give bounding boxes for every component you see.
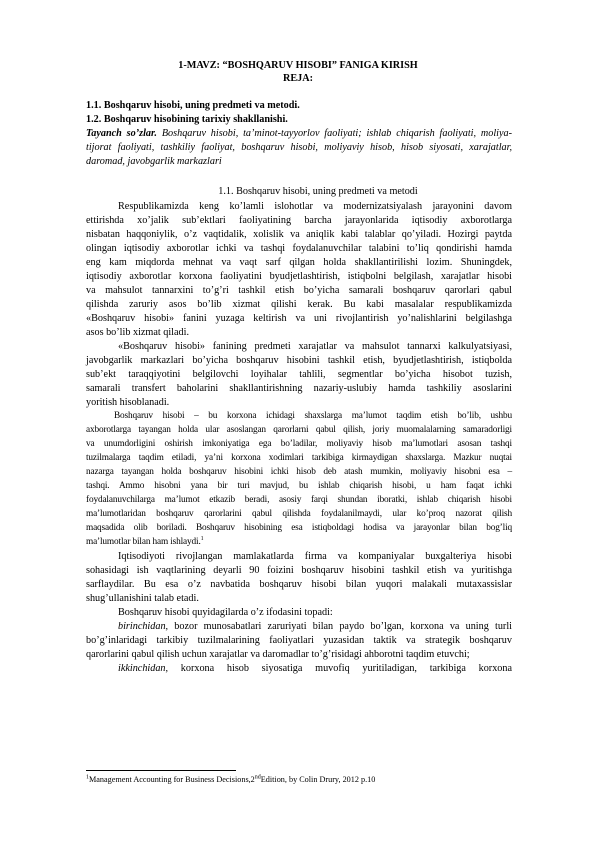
section-title: 1.1. Boshqaruv hisobi, uning predmeti va metodi bbox=[218, 186, 418, 197]
keywords-paragraph bbox=[86, 127, 512, 169]
paragraph-7 bbox=[86, 662, 512, 676]
paragraph-5: Boshqaruv hisobi quyidagilarda o’z ifodasini topadi: bbox=[118, 607, 333, 618]
italic-lead: birinchidan, bbox=[118, 621, 169, 632]
paragraph-line: asos bo’lib xizmat qiladi. bbox=[86, 327, 189, 338]
paragraph-line: maqsadida olib boriladi. Boshqaruv hisobining esa istiqboldagi hodisa va jarayonlar bilan bog’liq bbox=[86, 523, 512, 533]
document-title: 1-MAVZ: “BOSHQARUV HISOBI” FANIGA KIRISH bbox=[178, 60, 418, 71]
paragraph-line: ma’lumotlaridan boshqaruv qarorlarini qabul qilishda foydalanilmaydi, ular ko’proq nazorat qilish bbox=[86, 509, 512, 519]
paragraph-line: bo’g’inlaridagi tarkibiy tuzilmalarining faoliyatlari yuzasidan taktik va strategik boshqaruv bbox=[86, 635, 512, 646]
paragraph-line: qilishda zaruriy asos bo’lib xizmat qilishi kerak. Bu kabi masalalar respublikamizda bbox=[86, 299, 512, 310]
paragraph-line-last bbox=[86, 536, 512, 550]
paragraph-line: qarorlarini qabul qilish uchun xarajatlar va daromadlar to’g’risidagi ahborotni taqdim etuvchi; bbox=[86, 649, 470, 660]
paragraph-line: va unumdorligini oshirish imkoniyatiga ega bo’ladilar, moliyaviy hisob ma’lumotlari asosan tashqi bbox=[86, 439, 512, 449]
paragraph-line-text: bozor munosabatlari zaruriyati bilan paydo bo’lgan, korxona va uning turli bbox=[168, 621, 512, 632]
paragraph-line: iqtisodiy axborotlar korxona faoliyatini byudjetlashtirish, istiqbolni belgilash, xarajatlar hisobi bbox=[86, 271, 512, 282]
paragraph-line: samarali transfert baholarini shakllantirishning nazariy-uslubiy hamda tashkiliy asoslarini bbox=[86, 383, 512, 394]
plan-item-1: 1.1. Boshqaruv hisobi, uning predmeti va metodi. bbox=[86, 100, 300, 111]
paragraph-line: yoritish hisoblanadi. bbox=[86, 397, 170, 408]
paragraph-line: javobgarlik markazlari bo’yicha boshqaruv hisobini tashkil etish, byudjetlashtirish, istiqbolda bbox=[86, 355, 512, 366]
paragraph-line: Respublikamizda keng ko’lamli islohotlar va modernizatsiyalash jarayonini davom bbox=[118, 201, 512, 212]
paragraph-line: Boshqaruv hisobi – bu korxona ichidagi shaxslarga ma’lumot taqdim etish bo’lib, ushbu bbox=[114, 411, 512, 421]
paragraph-line bbox=[86, 620, 512, 634]
footnote bbox=[86, 775, 375, 785]
footnote-mark: 1 bbox=[86, 774, 89, 781]
plan-item-2: 1.2. Boshqaruv hisobining tarixiy shakllanishi. bbox=[86, 114, 288, 125]
paragraph-line: sohasidagi ish vaqtlarining deyarli 90 foizini boshqaruv hisobini tashkil etish va yuritishga bbox=[86, 565, 512, 576]
paragraph-line: sarflaydilar. Bu esa o’z navbatida boshqaruv hisobi bilan yuqori malakali mutaxassislar bbox=[86, 579, 512, 590]
footnote-superscript: nd bbox=[254, 774, 261, 781]
paragraph-line: nazarga tayangan holda boshqaruv hisobini ichki hisob deb atash mumkin, moliyaviy hisobni esa – bbox=[86, 467, 512, 477]
italic-lead: ikkinchidan, bbox=[118, 663, 169, 674]
footnote-text-after: Edition, by Colin Drury, 2012 p.10 bbox=[260, 775, 376, 784]
footnote-divider bbox=[86, 770, 236, 771]
footnote-reference[interactable]: 1 bbox=[200, 535, 204, 542]
paragraph-line: ettirishda xo’jalik sub’ektlari faoliyatining barcha jarayonlarida iqtisodiy axborotlarga bbox=[86, 215, 512, 226]
paragraph-line: «Boshqaruv hisobi» fanini yuzaga keltirish va uni rivojlantirish yo’nalishlarini belgilashga bbox=[86, 313, 512, 324]
paragraph-line-text: korxona hisob siyosatiga muvofiq yuritiladigan, tarkibiga korxona bbox=[168, 663, 512, 674]
paragraph-line: sub’ekt taraqqiyotini belgilovchi loyihalar tahlili, segmentlar bo’yicha hisobot tuzish, bbox=[86, 369, 512, 380]
paragraph-line: tashqi. Ammo hisobni yana bir turi mavjud, bu ishlab chiqarish hisobi, u ham faqat ichki bbox=[86, 481, 512, 491]
keywords-label: Tayanch so’zlar. bbox=[86, 128, 157, 139]
paragraph-line: va mahsulot tannarxini to’g’ri tashkil etish bo’yicha samarali boshqaruv qarorlari qabul bbox=[86, 285, 512, 296]
paragraph-line: shug’ullanishini talab etadi. bbox=[86, 593, 199, 604]
paragraph-line: nisbatan haqqoniylik, o’z vaqtidalik, xolislik va aniqlik kabi talablar qo’yiladi. Hozirgi paytda bbox=[86, 229, 512, 240]
paragraph-line: olingan iqtisodiy axborotlar ichki va tashqi foydalanuvchilar talabini to’liq qondirishi hamda bbox=[86, 243, 512, 254]
paragraph-line: Iqtisodiyoti rivojlangan mamlakatlarda firma va kompaniyalar buxgalteriya hisobi bbox=[118, 551, 512, 562]
keywords-text: Boshqaruv hisobi, ta’minot-tayyorlov faoliyati; ishlab chiqarish faoliyati, moliya-tijorat faoliyati, tashkiliy faoliyat, boshqaruv hisobi, moliyaviy hisob, hisob siyosati, xarajatlar, daromad, javobgarlik markazlari bbox=[86, 128, 512, 167]
footnote-text-before: Management Accounting for Business Decisions,2 bbox=[89, 775, 255, 784]
paragraph-line: «Boshqaruv hisobi» fanining predmeti xarajatlar va mahsulot tannarxi kalkulyatsiyasi, bbox=[118, 341, 512, 352]
paragraph-line: tuzilmalarga taqdim etiladi, ya’ni korxona xodimlari tarkibiga kirmaydigan shaxslarga. Mazkur nuqtai bbox=[86, 453, 512, 463]
paragraph-line-text: ma’lumotlar bilan ham ishlaydi. bbox=[86, 537, 201, 547]
plan-heading: REJA: bbox=[283, 73, 313, 84]
paragraph-line: axborotlarga tayangan holda ular asoslangan qarorlarni qabul qilish, joriy muomalalarning samaradorligi bbox=[86, 425, 512, 435]
paragraph-line: eng kam miqdorda mehnat va vaqt sarf qilgan holda shakllantirilishi lozim. Shuningdek, bbox=[86, 257, 512, 268]
paragraph-line: foydalanuvchilarga ma’lumot etkazib beradi, asosiy farqi shundan iboratki, ishlab chiqarish hisobi bbox=[86, 495, 512, 505]
